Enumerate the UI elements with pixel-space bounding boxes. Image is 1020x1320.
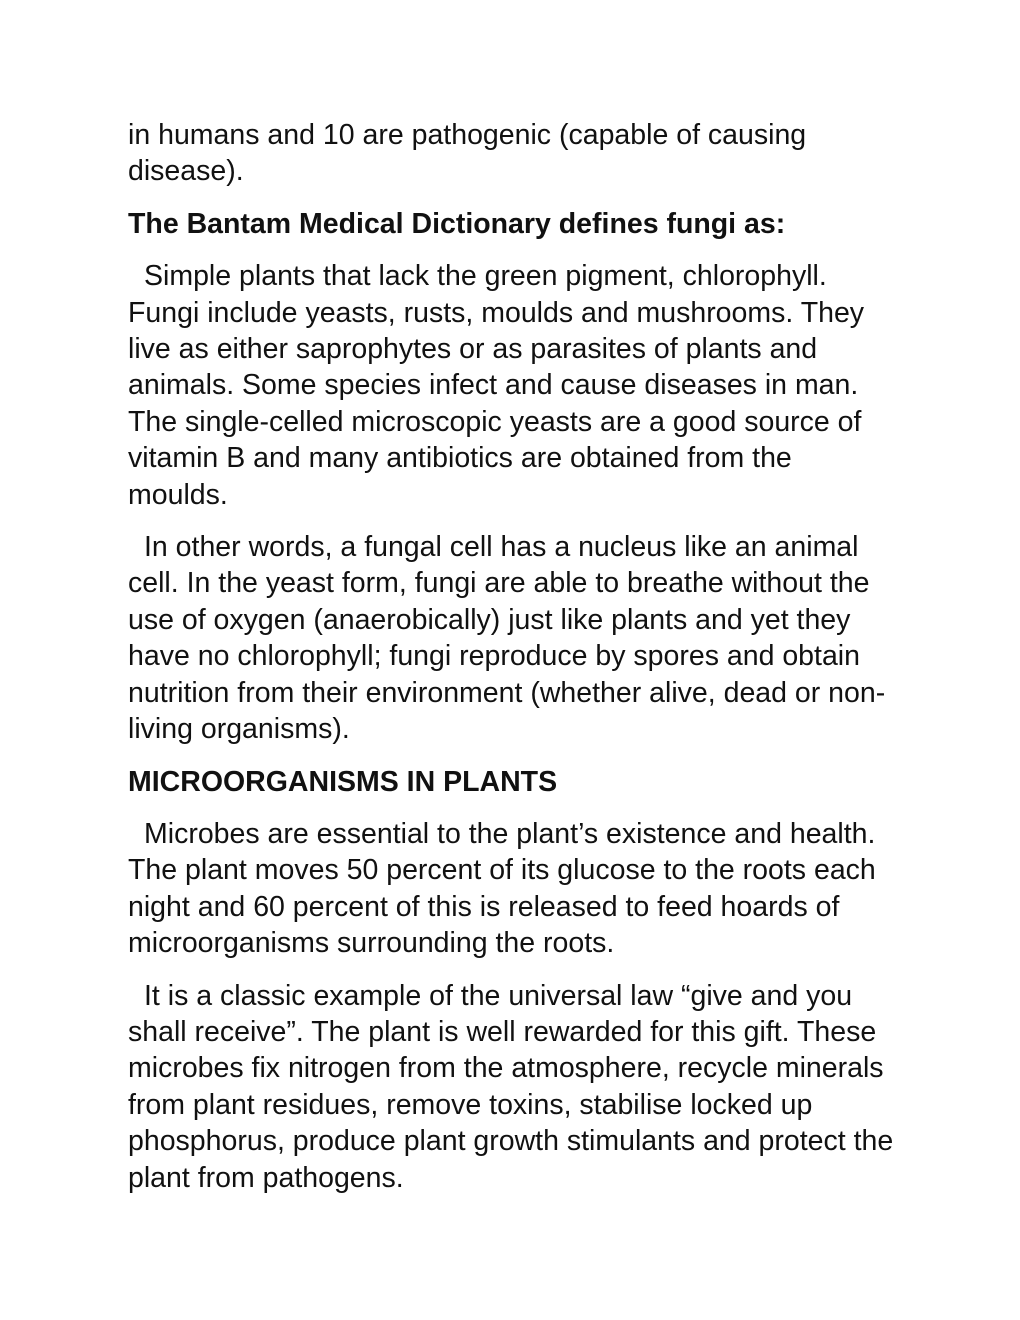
section-heading: MICROORGANISMS IN PLANTS — [128, 765, 558, 798]
universal-law-paragraph: It is a classic example of the universal law “give and you shall receive”. The plant is well rewarded for this gift. These microbes fix nitrogen from the atmosphere, recycle minerals from plant residues, remove toxins, stabilise locked up phosphorus, produce plant growth stimulants and protect the plant from pathogens. — [128, 979, 894, 1194]
definition-heading: The Bantam Medical Dictionary defines fungi as: — [128, 207, 786, 240]
document-page — [128, 117, 898, 1212]
fungal-cell-paragraph: In other words, a fungal cell has a nucleus like an animal cell. In the yeast form, fungi are able to breathe without the use of oxygen (anaerobically) just like plants and yet they have no chlorophyll; fungi reproduce by spores and obtain nutrition from their environment (whether alive, dead or non-living organisms). — [128, 531, 886, 746]
definition-paragraph: Simple plants that lack the green pigment, chlorophyll. Fungi include yeasts, rusts, moulds and mushrooms. They live as either saprophytes or as parasites of plants and animals. Some species infect and cause diseases in man. The single-celled microscopic yeasts are a good source of vitamin B and many antibiotics are obtained from the moulds. — [128, 260, 865, 511]
microbes-paragraph: Microbes are essential to the plant’s existence and health. The plant moves 50 percent of its glucose to the roots each night and 60 percent of this is released to feed hoards of microorganisms surrounding the roots. — [128, 817, 876, 960]
continued-paragraph: in humans and 10 are pathogenic (capable of causing disease). — [128, 119, 807, 188]
